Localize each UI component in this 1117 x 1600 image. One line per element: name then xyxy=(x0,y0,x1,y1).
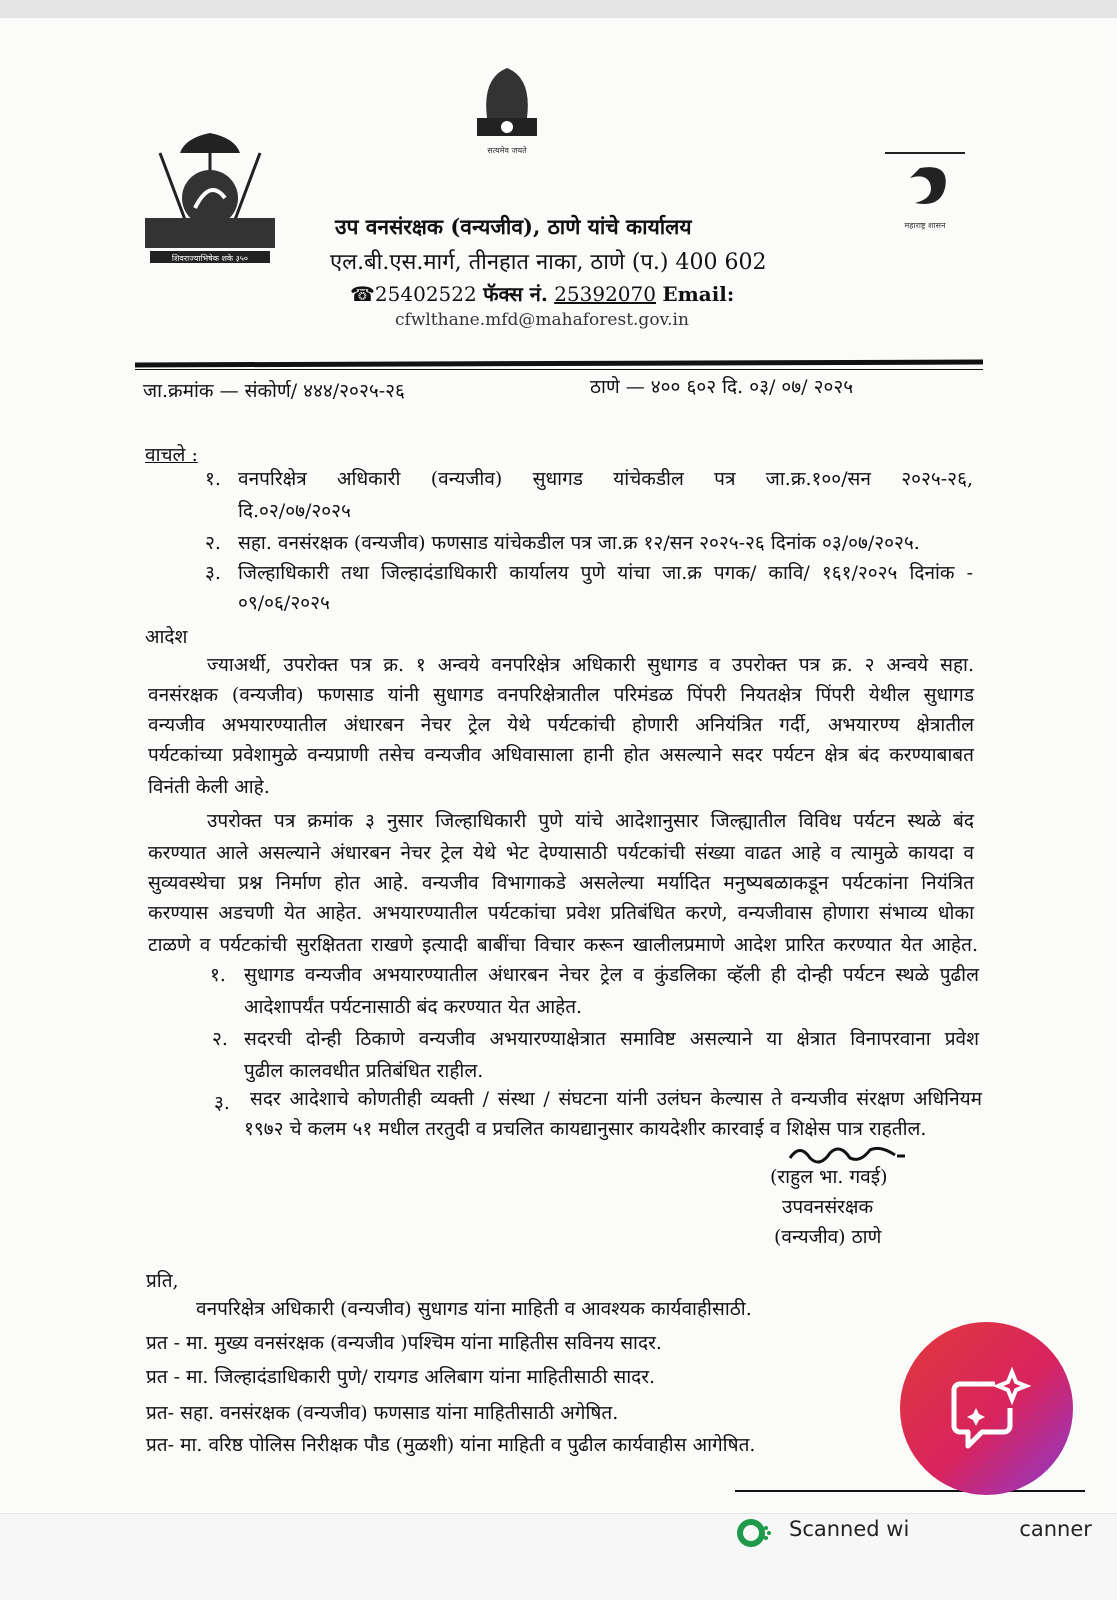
read-item: वनपरिक्षेत्र अधिकारी (वन्यजीव) सुधागड यांचेकडील पत्र जा.क्र.१००/सन २०२५-२६, xyxy=(238,468,973,490)
order-item-cont: १९७२ चे कलम ५१ मधील तरतुदी व प्रचलित कायद्यानुसार कायदेशीर कारवाई व शिक्षेस पात्र राहतील. xyxy=(244,1118,927,1140)
fax-number: 25392070 xyxy=(554,282,656,306)
order-para1-line: ज्याअर्थी, उपरोक्त पत्र क्र. १ अन्वये वनपरिक्षेत्र अधिकारी सुधागड व उपरोक्त पत्र क्र. २ अन्वये सहा. xyxy=(207,654,974,676)
order-para1-line: विनंती केली आहे. xyxy=(148,776,270,798)
order-heading: आदेश xyxy=(145,626,188,648)
order-item: सदरची दोन्ही ठिकाणे वन्यजीव अभयारण्याक्षेत्रात समाविष्ट असल्याने या क्षेत्रात विनापरवाना प्रवेश xyxy=(244,1028,979,1050)
scanned-with-text-tail: canner xyxy=(1019,1517,1092,1541)
order-para2-line: उपरोक्त पत्र क्रमांक ३ नुसार जिल्हाधिकारी पुणे यांचे आदेशानुसार जिल्ह्यातील विविध पर्यटन स्थळे बंद xyxy=(207,810,974,832)
copy-to-recipient: वनपरिक्षेत्र अधिकारी (वन्यजीव) सुधागड यांना माहिती व आवश्यक कार्यवाहीसाठी. xyxy=(196,1298,752,1320)
office-title: उप वनसंरक्षक (वन्यजीव), ठाणे यांचे कार्यालय xyxy=(335,214,692,239)
order-item: सदर आदेशाचे कोणतीही व्यक्ती / संस्था / संघटना यांनी उलंघन केल्यास ते वन्यजीव संरक्षण अधिनियम xyxy=(250,1088,982,1110)
order-item-cont: आदेशापर्यंत पर्यटनासाठी बंद करण्यात येत आहेत. xyxy=(244,996,583,1018)
read-item-num: १. xyxy=(205,468,221,490)
read-heading: वाचले : xyxy=(145,444,198,466)
left-logo-caption: शिवराज्याभिषेक शके ३५० xyxy=(171,254,249,263)
top-bar xyxy=(0,0,1117,18)
place-date: ठाणे — ४०० ६०२ दि. ०३/ ०७/ २०२५ xyxy=(590,376,854,398)
email-address[interactable]: cfwlthane.mfd@mahaforest.gov.in xyxy=(395,310,689,330)
office-address: एल.बी.एस.मार्ग, तीनहात नाका, ठाणे (प.) 400 602 xyxy=(330,250,767,275)
read-item-num: २. xyxy=(205,532,221,554)
read-item-cont: ०९/०६/२०२५ xyxy=(238,592,330,614)
order-item-num: १. xyxy=(210,964,226,986)
scanned-letter xyxy=(0,18,1117,1513)
read-item-cont: दि.०२/०७/२०२५ xyxy=(238,500,351,522)
phone-number: 25402522 xyxy=(374,282,477,306)
signatory-office: (वन्यजीव) ठाणे xyxy=(774,1226,882,1248)
reference-number: जा.क्रमांक — संकोर्ण/ ४४४/२०२५-२६ xyxy=(143,380,405,402)
order-item-num: ३. xyxy=(214,1092,230,1114)
order-para2-line: सुव्यवस्थेचा प्रश्न निर्माण होत आहे. वन्यजीव विभागाकडे असलेल्या मर्यादित मनुष्यबळाकडून पर्यटकांना नियंत्रित xyxy=(148,872,974,894)
government-logo xyxy=(880,148,970,238)
phone-icon: ☎ xyxy=(350,282,375,306)
order-para1-line: वन्यजीव अभयारण्यातील अंधारबन नेचर ट्रेल येथे पर्यटकांची होणारी अनियंत्रित गर्दी, अभयारण्य क्षेत्रातील xyxy=(148,714,974,736)
header-divider xyxy=(135,360,983,368)
order-para2-line: टाळणे व पर्यटकांची सुरक्षितता राखणे इत्यादी बाबींचा विचार करून खालीलप्रमाणे आदेश प्रारित करण्यात येत आहेत. xyxy=(148,934,978,956)
order-para2-line: करण्यात आले असल्याने अंधारबन नेचर ट्रेल येथे भेट देण्यासाठी पर्यटकांची संख्या वाढत आहे व त्यामुळे कायदा व xyxy=(148,842,974,864)
fax-label: फॅक्स नं. xyxy=(483,282,548,306)
maharashtra-seal-logo xyxy=(140,113,280,263)
scanned-with-text-head: Scanned wi xyxy=(789,1517,910,1541)
ai-chat-sparkle-icon xyxy=(900,1322,1073,1495)
signatory-name: (राहुल भा. गवई) xyxy=(770,1166,888,1188)
order-item: सुधागड वन्यजीव अभयारण्यातील अंधारबन नेचर ट्रेल व कुंडलिका व्हॅली ही दोन्ही पर्यटन स्थळे पुढील xyxy=(244,964,979,986)
copies-heading: प्रति, xyxy=(146,1270,179,1292)
scanned-with-text xyxy=(789,1517,1092,1541)
copy-line: प्रत- सहा. वनसंरक्षक (वन्यजीव) फणसाड यांना माहितीसाठी अगेषित. xyxy=(146,1402,619,1424)
signatory-designation: उपवनसंरक्षक xyxy=(782,1196,874,1218)
scanner-logo-icon xyxy=(737,1518,775,1548)
emblem-caption: सत्यमेव जयते xyxy=(487,146,527,155)
copy-line: प्रत - मा. मुख्य वनसंरक्षक (वन्यजीव )पश्चिम यांना माहितीस सविनय सादर. xyxy=(146,1332,662,1354)
email-label: Email: xyxy=(662,282,735,306)
read-item: जिल्हाधिकारी तथा जिल्हादंडाधिकारी कार्यालय पुणे यांचा जा.क्र पगक/ कावि/ १६१/२०२५ दिनांक - xyxy=(238,562,973,584)
right-logo-caption: महाराष्ट्र शासन xyxy=(904,221,946,230)
read-item-num: ३. xyxy=(205,562,221,584)
ai-assistant-button[interactable] xyxy=(900,1322,1073,1495)
contact-line xyxy=(350,280,734,307)
national-emblem-logo xyxy=(467,58,547,163)
read-item: सहा. वनसंरक्षक (वन्यजीव) फणसाड यांचेकडील पत्र जा.क्र १२/सन २०२५-२६ दिनांक ०३/०७/२०२५. xyxy=(238,532,920,554)
order-para1-line: पर्यटकांच्या प्रवेशामुळे वन्यप्राणी तसेच वन्यजीव अधिवासाला हानी होत असल्याने सदर पर्यटन क्षेत्र बंद करण्याबाबत xyxy=(148,744,974,766)
order-item-num: २. xyxy=(212,1028,228,1050)
order-para2-line: करण्यास अडचणी येत आहेत. अभयारण्यातील पर्यटकांचा प्रवेश प्रतिबंधित करणे, वन्यजीवास होणारा संभाव्य धोका xyxy=(148,902,974,924)
order-item-cont: पुढील कालवधीत प्रतिबंधित राहील. xyxy=(244,1060,484,1082)
copy-line: प्रत - मा. जिल्हादंडाधिकारी पुणे/ रायगड अलिबाग यांना माहितीसाठी सादर. xyxy=(146,1366,656,1388)
order-para1-line: वनसंरक्षक (वन्यजीव) फणसाड यांनी सुधागड वनपरिक्षेत्रातील परिमंडळ पिंपरी नियतक्षेत्र पिंपरी येथील सुधागड xyxy=(148,684,974,706)
copy-line: प्रत- मा. वरिष्ठ पोलिस निरीक्षक पौड (मुळशी) यांना माहिती व पुढील कार्यवाहीस आगेषित. xyxy=(146,1434,756,1456)
header-divider-thin xyxy=(135,369,983,370)
